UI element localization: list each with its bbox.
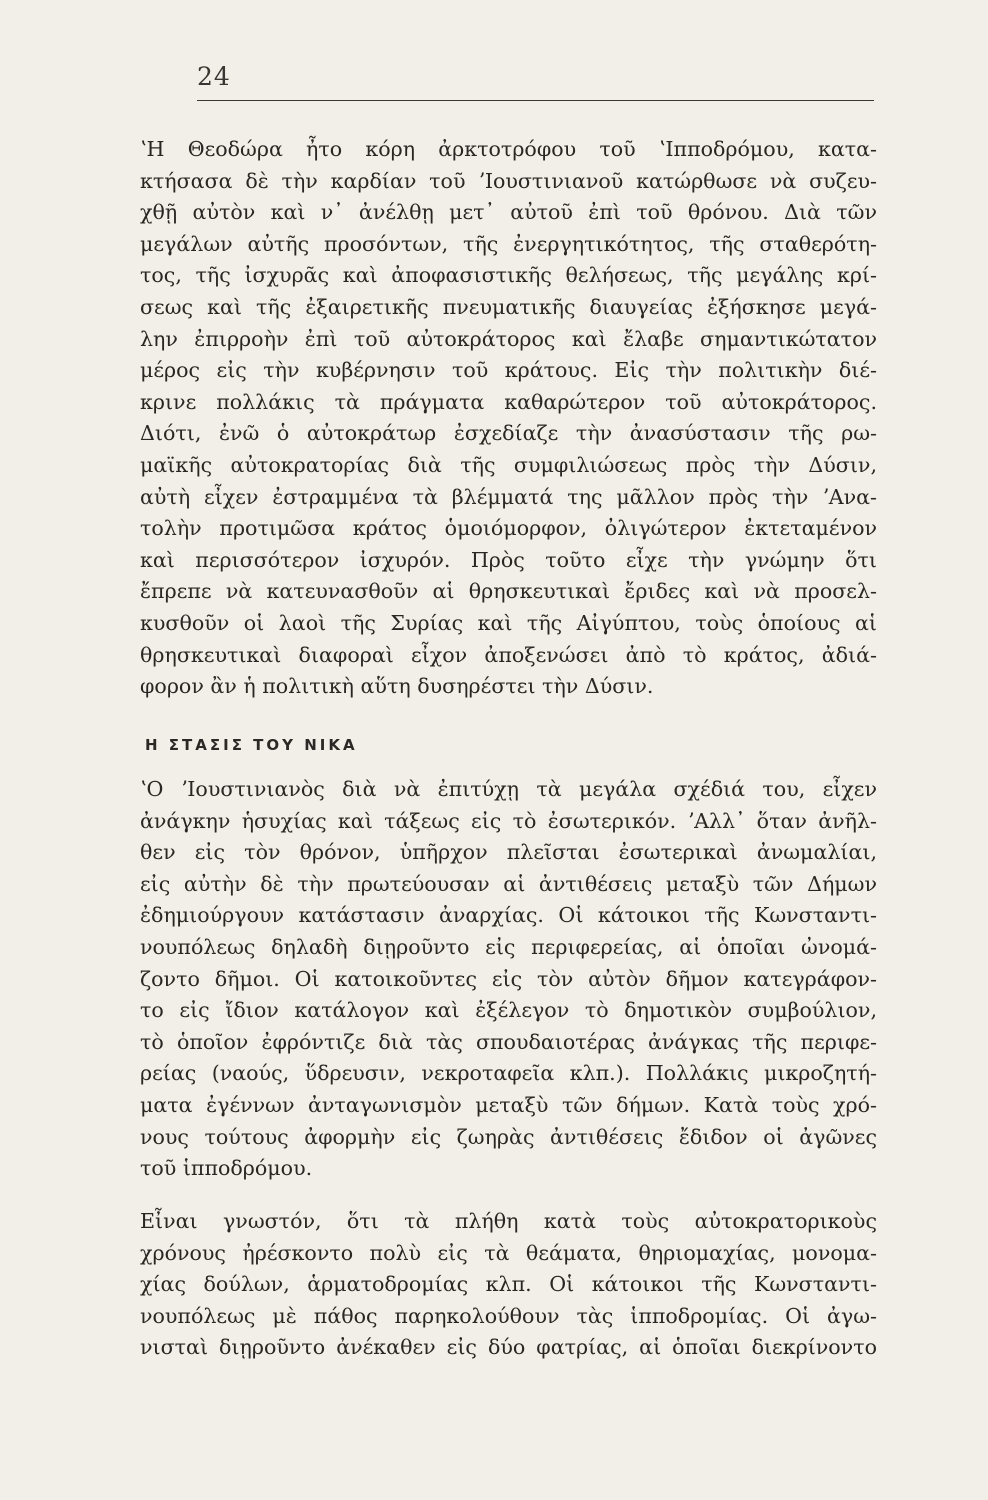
text-line: ʽΗ Θεοδώρα ἦτο κόρη ἀρκτοτρόφου τοῦ ʽΙπποδρόμου, κατα- <box>140 137 877 161</box>
text-line: φορον ἂν ἡ πολιτικὴ αὕτη δυσηρέστει τὴν Δύσιν. <box>140 674 654 699</box>
header-rule <box>197 100 874 101</box>
text-line: ʽΟ ʼΙουστινιανὸς διὰ νὰ ἐπιτύχῃ τὰ μεγάλα σχέδιά του, εἶχεν <box>140 777 877 801</box>
text-line: ἀνάγκην ἡσυχίας καὶ τάξεως εἰς τὸ ἐσωτερικόν. ʼΑλλ᾽ ὅταν ἀνῆλ- <box>140 808 877 833</box>
text-line: Διότι, ἐνῶ ὁ αὐτοκράτωρ ἐσχεδίαζε τὴν ἀνασύστασιν τῆς ρω- <box>140 421 877 446</box>
text-line: αὐτὴ εἶχεν ἐστραμμένα τὰ βλέμματά της μᾶλλον πρὸς τὴν ʼΑνα- <box>140 484 877 509</box>
text-line: νουπόλεως μὲ πάθος παρηκολούθουν τὰς ἱπποδρομίας. Οἱ ἀγω- <box>140 1303 877 1328</box>
text-line: σεως καὶ τῆς ἐξαιρετικῆς πνευματικῆς διαυγείας ἐξήσκησε μεγά- <box>140 294 877 319</box>
paragraph-hippodrome <box>140 1206 877 1364</box>
text-line: χίας δούλων, ἁρματοδρομίας κλπ. Οἱ κάτοικοι τῆς Κωνσταντι- <box>140 1272 877 1297</box>
text-line: τολὴν προτιμῶσα κράτος ὁμοιόμορφον, ὀλιγώτερον ἐκτεταμένον <box>140 516 877 541</box>
text-line: μεγάλων αὐτῆς προσόντων, τῆς ἐνεργητικότητος, τῆς σταθερότη- <box>140 231 877 256</box>
text-line: τὸ ὁποῖον ἐφρόντιζε διὰ τὰς σπουδαιοτέρας ἀνάγκας τῆς περιφε- <box>140 1029 877 1054</box>
text-line: λην ἐπιρροὴν ἐπὶ τοῦ αὐτοκράτορος καὶ ἔλαβε σημαντικώτατον <box>140 326 877 351</box>
text-line: τος, τῆς ἰσχυρᾶς καὶ ἀποφασιστικῆς θελήσεως, τῆς μεγάλης κρί- <box>140 263 877 288</box>
text-line: μαϊκῆς αὐτοκρατορίας διὰ τῆς συμφιλιώσεως πρὸς τὴν Δύσιν, <box>140 452 877 477</box>
section-heading: Η ΣΤΑΣΙΣ ΤΟΥ ΝΙΚΑ <box>145 736 358 754</box>
text-line: νουπόλεως δηλαδὴ διῃροῦντο εἰς περιφερείας, αἱ ὁποῖαι ὠνομά- <box>140 934 877 959</box>
text-line: νισταὶ διῃροῦντο ἀνέκαθεν εἰς δύο φατρίας, αἱ ὁποῖαι διεκρίνοντο <box>140 1335 877 1360</box>
text-line: ἐδημιούργουν κατάστασιν ἀναρχίας. Οἱ κάτοικοι τῆς Κωνσταντι- <box>140 903 877 928</box>
text-line: ζοντο δῆμοι. Οἱ κατοικοῦντες εἰς τὸν αὐτὸν δῆμον κατεγράφον- <box>140 966 877 991</box>
text-line: καὶ περισσότερον ἰσχυρόν. Πρὸς τοῦτο εἶχε τὴν γνώμην ὅτι <box>140 547 877 572</box>
page-number: 24 <box>197 62 231 91</box>
text-line: Εἶναι γνωστόν, ὅτι τὰ πλήθη κατὰ τοὺς αὐτοκρατορικοὺς <box>140 1209 877 1233</box>
text-line: το εἰς ἴδιον κατάλογον καὶ ἐξέλεγον τὸ δημοτικὸν συμβούλιον, <box>140 998 877 1023</box>
text-line: ἔπρεπε νὰ κατευνασθοῦν αἱ θρησκευτικαὶ ἔριδες καὶ νὰ προσελ- <box>140 579 877 604</box>
text-line: κυσθοῦν οἱ λαοὶ τῆς Συρίας καὶ τῆς Αἰγύπτου, τοὺς ὁποίους αἱ <box>140 610 877 635</box>
text-line: εἰς αὐτὴν δὲ τὴν πρωτεύουσαν αἱ ἀντιθέσεις μεταξὺ τῶν Δήμων <box>140 871 877 896</box>
text-line: χρόνους ἠρέσκοντο πολὺ εἰς τὰ θεάματα, θηριομαχίας, μονομα- <box>140 1240 877 1265</box>
text-line: θεν εἰς τὸν θρόνον, ὑπῆρχον πλεῖσται ἐσωτερικαὶ ἀνωμαλίαι, <box>140 840 877 865</box>
text-line: κτήσασα δὲ τὴν καρδίαν τοῦ ʼΙουστινιανοῦ κατώρθωσε νὰ συζευ- <box>140 168 877 193</box>
text-line: χθῇ αὐτὸν καὶ ν᾽ ἀνέλθῃ μετ᾽ αὐτοῦ ἐπὶ τοῦ θρόνου. Διὰ τῶν <box>140 200 877 225</box>
text-line: νους τούτους ἀφορμὴν εἰς ζωηρὰς ἀντιθέσεις ἔδιδον οἱ ἀγῶνες <box>140 1124 877 1149</box>
paragraph-theodora <box>140 134 877 703</box>
text-line: κρινε πολλάκις τὰ πράγματα καθαρώτερον τοῦ αὐτοκράτορος. <box>140 389 877 414</box>
text-line: θρησκευτικαὶ διαφοραὶ εἶχον ἀποξενώσει ἀπὸ τὸ κράτος, ἀδιά- <box>140 642 877 667</box>
text-line: τοῦ ἱπποδρόμου. <box>140 1156 313 1181</box>
text-line: ματα ἐγέννων ἀνταγωνισμὸν μεταξὺ τῶν δήμων. Κατὰ τοὺς χρό- <box>140 1092 877 1117</box>
text-line: μέρος εἰς τὴν κυβέρνησιν τοῦ κράτους. Εἰς τὴν πολιτικὴν διέ- <box>140 358 877 383</box>
paragraph-nika-intro <box>140 774 877 1185</box>
text-line: ρείας (ναούς, ὕδρευσιν, νεκροταφεῖα κλπ.). Πολλάκις μικροζητή- <box>140 1061 877 1086</box>
